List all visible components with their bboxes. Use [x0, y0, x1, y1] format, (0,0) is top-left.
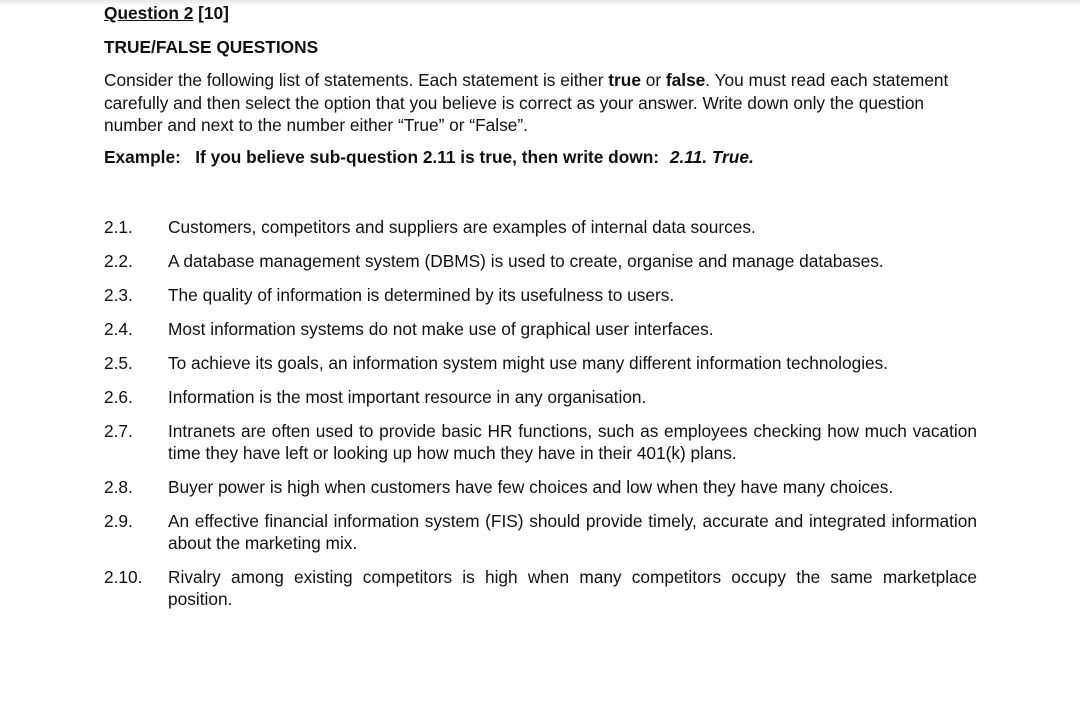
question-marks: [10] [198, 3, 229, 23]
item-text: A database management system (DBMS) is used to create, organise and manage databases. [168, 250, 884, 271]
list-item [104, 216, 977, 238]
item-text: Intranets are often used to provide basic HR functions, such as employees checking how much vacation time they have left or looking up how much they have in their 401(k) plans. [168, 420, 977, 463]
item-number: 2.8. [104, 476, 133, 497]
example-text: If you believe sub-question 2.11 is true, then write down: [195, 146, 660, 167]
item-number: 2.3. [104, 284, 133, 305]
item-text: Rivalry among existing competitors is high when many competitors occupy the same marketplace position. [168, 566, 977, 609]
instructions-text: Consider the following list of statements. Each statement is either [104, 70, 609, 90]
item-number: 2.6. [104, 386, 133, 407]
question-heading [104, 2, 977, 24]
item-text: Most information systems do not make use of graphical user interfaces. [168, 318, 714, 339]
item-number: 2.4. [104, 318, 133, 339]
item-text: To achieve its goals, an information system might use many different information technologies. [168, 352, 889, 373]
question-label: Question 2 [104, 3, 194, 23]
item-number: 2.5. [104, 352, 133, 373]
item-text: The quality of information is determined by its usefulness to users. [168, 284, 675, 305]
list-item [104, 420, 977, 464]
item-text: Buyer power is high when customers have few choices and low when they have many choices. [168, 476, 894, 497]
list-item [104, 352, 977, 374]
instructions-text: or [640, 70, 666, 90]
item-number: 2.7. [104, 420, 133, 441]
false-word: false [665, 70, 706, 90]
example-answer: 2.11. True. [669, 146, 754, 167]
example [104, 146, 977, 168]
item-number: 2.2. [104, 250, 133, 271]
item-number: 2.1. [104, 216, 133, 237]
list-item [104, 318, 977, 340]
item-number: 2.9. [104, 510, 133, 531]
instructions-text: . You must read each statement carefully and then select the option that you believe is correct as your answer. Write down only the question number and next to the number either “True” or “False”. [104, 70, 949, 135]
true-word: true [608, 70, 641, 90]
list-item [104, 510, 977, 554]
item-text: An effective financial information system (FIS) should provide timely, accurate and integrated information about the marketing mix. [168, 510, 977, 553]
item-text: Information is the most important resource in any organisation. [168, 386, 647, 407]
list-item [104, 476, 977, 498]
item-text: Customers, competitors and suppliers are examples of internal data sources. [168, 216, 756, 237]
example-label: Example: [104, 146, 181, 167]
section-title: TRUE/FALSE QUESTIONS [104, 37, 319, 57]
list-item [104, 250, 977, 272]
statement-list [104, 216, 977, 610]
list-item [104, 284, 977, 306]
item-number: 2.10. [104, 566, 143, 587]
list-item [104, 386, 977, 408]
instructions [104, 69, 977, 137]
list-item [104, 566, 977, 610]
document-page [104, 2, 977, 622]
